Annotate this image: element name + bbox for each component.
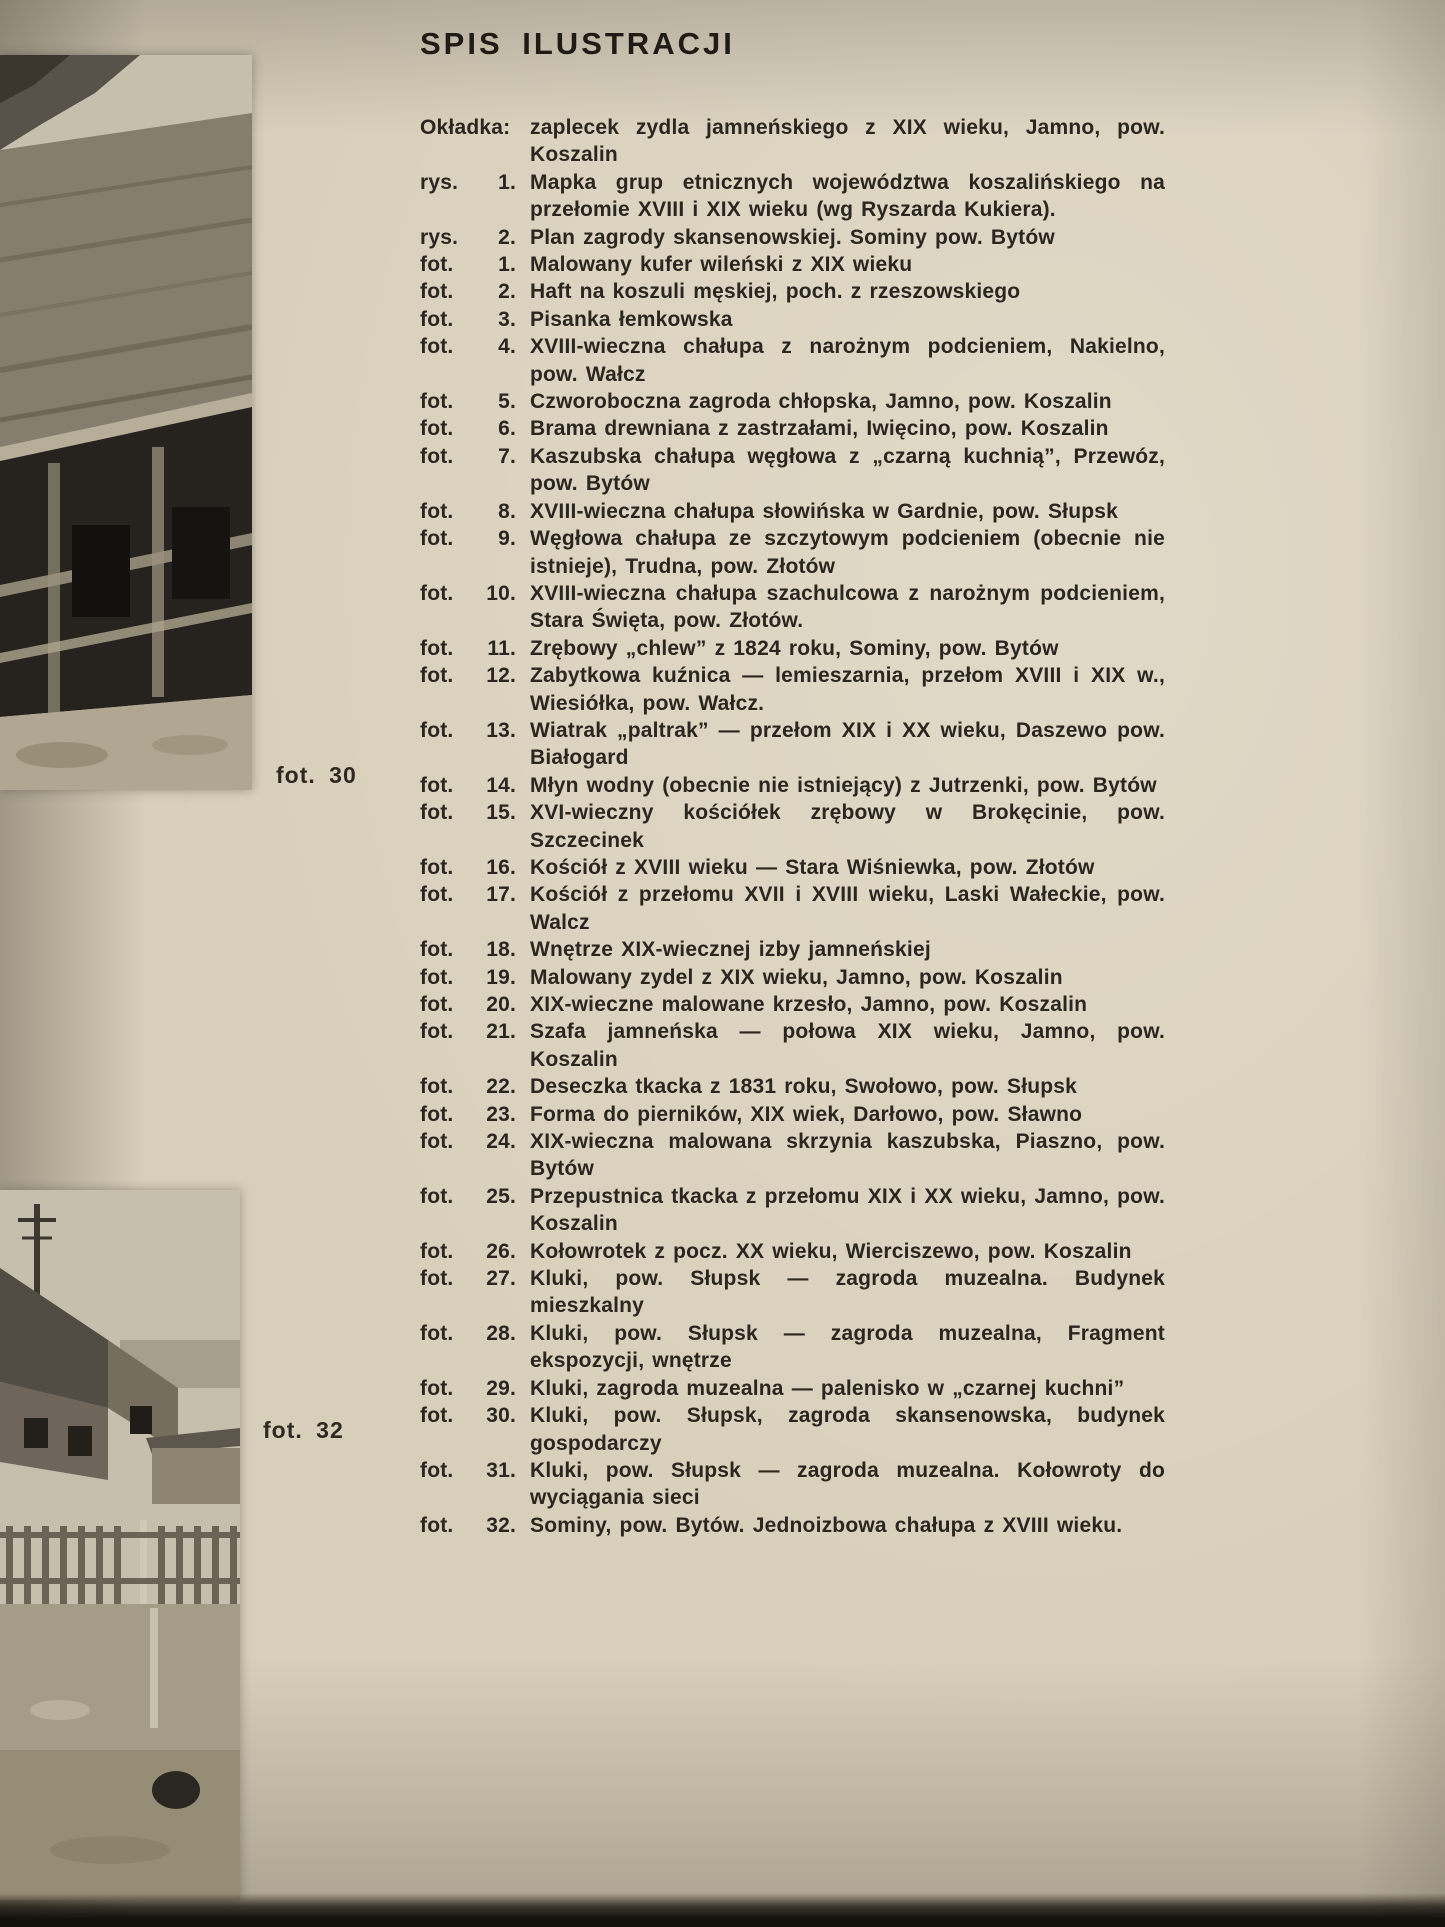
illustration-entry	[420, 635, 1165, 662]
illustration-entry	[420, 498, 1165, 525]
entry-label	[420, 1018, 516, 1073]
entry-label	[420, 717, 516, 772]
photo-village-scene	[0, 1190, 240, 1900]
entry-label-prefix: fot.	[420, 280, 454, 304]
entry-label	[420, 1183, 516, 1238]
illustration-entry	[420, 251, 1165, 278]
entry-label-number: 28.	[486, 1321, 516, 1345]
illustration-entry	[420, 169, 1165, 224]
illustration-entry	[420, 333, 1165, 388]
entry-label	[420, 854, 516, 881]
entry-label-prefix: fot.	[420, 636, 454, 660]
entry-label	[420, 388, 516, 415]
entry-label-number: 5.	[498, 390, 516, 414]
entry-label-number: 10.	[486, 581, 516, 605]
entry-label	[420, 936, 516, 963]
photo-thatched-cottage	[0, 55, 252, 790]
entry-text: Młyn wodny (obecnie nie istniejący) z Jutrzenki, pow. Bytów	[530, 773, 1157, 797]
entry-text: XVIII-wieczna chałupa szachulcowa z narożnym podcieniem, Stara Święta, pow. Złotów.	[530, 581, 1165, 633]
illustration-entry	[420, 964, 1165, 991]
entry-label-number: 25.	[486, 1184, 516, 1208]
entry-label-number: 3.	[498, 307, 516, 331]
illustration-entry	[420, 1402, 1165, 1457]
illustration-entry	[420, 1018, 1165, 1073]
entry-text: Czworoboczna zagroda chłopska, Jamno, pow. Koszalin	[530, 390, 1112, 414]
entry-label-prefix: fot.	[420, 1267, 454, 1291]
entry-label-number: 15.	[486, 801, 516, 825]
entry-label	[420, 114, 516, 169]
entry-label	[420, 251, 516, 278]
illustration-entry	[420, 580, 1165, 635]
entry-label	[420, 415, 516, 442]
entry-text: Deseczka tkacka z 1831 roku, Swołowo, pow. Słupsk	[530, 1075, 1078, 1099]
entry-text: Haft na koszuli męskiej, poch. z rzeszowskiego	[530, 280, 1021, 304]
entry-text: Zrębowy „chlew” z 1824 roku, Sominy, pow. Bytów	[530, 636, 1059, 660]
entry-text: Kluki, pow. Słupsk — zagroda muzealna, Fragment ekspozycji, wnętrze	[530, 1321, 1165, 1373]
entry-label-prefix: fot.	[420, 1102, 454, 1126]
entry-label-number: 9.	[498, 527, 516, 551]
entry-text: Przepustnica tkacka z przełomu XIX i XX wieku, Jamno, pow. Koszalin	[530, 1184, 1165, 1236]
entry-label-number: 32.	[486, 1513, 516, 1537]
entry-label-prefix: fot.	[420, 801, 454, 825]
entry-label-number: 23.	[486, 1102, 516, 1126]
entry-label-number: 20.	[486, 993, 516, 1016]
entry-text: Malowany zydel z XIX wieku, Jamno, pow. Koszalin	[530, 965, 1063, 989]
photo-caption-fot-30: fot. 30	[276, 762, 357, 788]
illustration-entry	[420, 1183, 1165, 1238]
entry-text: Plan zagrody skansenowskiej. Sominy pow. Bytów	[530, 225, 1055, 249]
illustration-entry	[420, 443, 1165, 498]
entry-label-number: 19.	[486, 965, 516, 989]
entry-label-number: 27.	[486, 1267, 516, 1291]
entry-label-number: 22.	[486, 1075, 516, 1099]
illustration-entry	[420, 662, 1165, 717]
entry-label-prefix: fot.	[420, 1321, 454, 1345]
entry-label-prefix: fot.	[420, 527, 454, 551]
entry-text: Kościół z XVIII wieku — Stara Wiśniewka, pow. Złotów	[530, 855, 1095, 879]
entry-label-prefix: fot.	[420, 855, 454, 879]
entry-label-number: 1.	[498, 253, 516, 277]
entry-label-number: 17.	[486, 883, 516, 907]
entry-label-prefix: Okładka:	[420, 116, 511, 139]
entry-label-number: 13.	[486, 718, 516, 742]
text-column	[420, 26, 1165, 1539]
entry-text: XVIII-wieczna chałupa z narożnym podcieniem, Nakielno, pow. Wałcz	[530, 335, 1165, 386]
entry-label	[420, 278, 516, 305]
entry-text: Kluki, zagroda muzealna — palenisko w „czarnej kuchni”	[530, 1376, 1125, 1400]
entry-label	[420, 799, 516, 854]
entry-label	[420, 1128, 516, 1183]
entry-label-prefix: fot.	[420, 417, 454, 441]
entry-label-prefix: fot.	[420, 581, 454, 605]
entry-label-prefix: rys.	[420, 225, 459, 249]
entry-label	[420, 1073, 516, 1100]
entry-label-prefix: fot.	[420, 390, 454, 414]
entry-label-prefix: fot.	[420, 965, 454, 989]
entry-label-prefix: fot.	[420, 883, 454, 907]
entry-label-number: 16.	[486, 855, 516, 879]
entry-label-prefix: fot.	[420, 1075, 454, 1099]
entry-text: XIX-wieczna malowana skrzynia kaszubska, Piaszno, pow. Bytów	[530, 1130, 1165, 1181]
entry-text: XVIII-wieczna chałupa słowińska w Gardnie, pow. Słupsk	[530, 499, 1119, 523]
entry-label	[420, 443, 516, 498]
entry-text: Kluki, pow. Słupsk — zagroda muzealna. Budynek mieszkalny	[530, 1267, 1165, 1318]
entry-text: Wnętrze XIX-wiecznej izby jamneńskiej	[530, 938, 931, 962]
illustration-entry	[420, 388, 1165, 415]
entry-label-prefix: fot.	[420, 1458, 454, 1482]
entry-text: Kołowrotek z pocz. XX wieku, Wierciszewo, pow. Koszalin	[530, 1239, 1132, 1263]
entry-label	[420, 1402, 516, 1457]
entry-label	[420, 1265, 516, 1320]
entry-label	[420, 1375, 516, 1402]
illustration-entry	[420, 525, 1165, 580]
page-bottom-shadow	[0, 1893, 1445, 1927]
entry-label-number: 26.	[486, 1239, 516, 1263]
entry-text: XIX-wieczne malowane krzesło, Jamno, pow. Koszalin	[530, 993, 1088, 1016]
illustration-entry	[420, 224, 1165, 251]
entry-label-prefix: fot.	[420, 1404, 454, 1428]
entry-text: Kościół z przełomu XVII i XVIII wieku, Laski Wałeckie, pow. Walcz	[530, 883, 1165, 934]
illustration-entry	[420, 717, 1165, 772]
entry-label	[420, 1101, 516, 1128]
entry-text: XVI-wieczny kościółek zrębowy w Brokęcinie, pow. Szczecinek	[530, 801, 1165, 852]
entry-text: zaplecek zydla jamneńskiego z XIX wieku, Jamno, pow. Koszalin	[530, 116, 1165, 167]
entry-text: Sominy, pow. Bytów. Jednoizbowa chałupa z XVIII wieku.	[530, 1513, 1123, 1537]
page-title: SPIS ILUSTRACJI	[420, 26, 735, 61]
entry-label	[420, 333, 516, 388]
entry-label-prefix: fot.	[420, 1020, 454, 1044]
entry-label	[420, 306, 516, 333]
illustration-entry	[420, 114, 1165, 169]
illustration-entry	[420, 1128, 1165, 1183]
illustration-list	[420, 114, 1165, 1539]
entry-label	[420, 881, 516, 936]
entry-text: Węgłowa chałupa ze szczytowym podcieniem (obecnie nie istnieje), Trudna, pow. Złotów	[530, 527, 1165, 578]
illustration-entry	[420, 1512, 1165, 1539]
entry-label	[420, 662, 516, 717]
entry-label-number: 18.	[486, 938, 516, 962]
entry-text: Malowany kufer wileński z XIX wieku	[530, 253, 913, 277]
entry-text: Kaszubska chałupa węgłowa z „czarną kuchnią”, Przewóz, pow. Bytów	[530, 444, 1165, 496]
entry-text: Pisanka łemkowska	[530, 307, 733, 331]
entry-label-number: 6.	[498, 417, 516, 441]
entry-text: Kluki, pow. Słupsk, zagroda skansenowska, budynek gospodarczy	[530, 1404, 1165, 1455]
entry-label-prefix: fot.	[420, 444, 454, 468]
photo-caption-fot-32: fot. 32	[263, 1417, 344, 1443]
entry-label-number: 21.	[486, 1020, 516, 1044]
illustration-entry	[420, 936, 1165, 963]
illustration-entry	[420, 1320, 1165, 1375]
entry-label-number: 31.	[486, 1458, 516, 1482]
entry-text: Kluki, pow. Słupsk — zagroda muzealna. Kołowroty do wyciągania sieci	[530, 1458, 1165, 1510]
illustration-entry	[420, 1375, 1165, 1402]
entry-label-prefix: fot.	[420, 1184, 454, 1208]
illustration-entry	[420, 881, 1165, 936]
entry-label	[420, 1320, 516, 1375]
entry-label	[420, 224, 516, 251]
illustration-entry	[420, 278, 1165, 305]
entry-label-prefix: fot.	[420, 1130, 454, 1154]
entry-label-prefix: rys.	[420, 170, 459, 194]
entry-label	[420, 635, 516, 662]
entry-label-prefix: fot.	[420, 335, 454, 359]
entry-text: Forma do pierników, XIX wiek, Darłowo, pow. Sławno	[530, 1102, 1083, 1126]
entry-label-number: 2.	[498, 280, 516, 304]
entry-label-prefix: fot.	[420, 307, 454, 331]
entry-label	[420, 498, 516, 525]
illustration-entry	[420, 991, 1165, 1018]
illustration-entry	[420, 772, 1165, 799]
entry-text: Brama drewniana z zastrzałami, Iwięcino, pow. Koszalin	[530, 417, 1109, 441]
entry-label-number: 30.	[486, 1404, 516, 1428]
entry-text: Zabytkowa kuźnica — lemieszarnia, przełom XVIII i XIX w., Wiesiółka, pow. Wałcz.	[530, 664, 1165, 715]
entry-label-number: 24.	[486, 1130, 516, 1154]
entry-label-prefix: fot.	[420, 938, 454, 962]
entry-text: Wiatrak „paltrak” — przełom XIX i XX wieku, Daszewo pow. Białogard	[530, 718, 1165, 770]
entry-label-number: 4.	[498, 335, 516, 359]
entry-label-prefix: fot.	[420, 664, 454, 688]
entry-label-number: 14.	[486, 773, 516, 797]
entry-label-number: 1.	[498, 170, 516, 194]
entry-label	[420, 991, 516, 1018]
entry-label-prefix: fot.	[420, 993, 454, 1016]
entry-label	[420, 1512, 516, 1539]
illustration-entry	[420, 306, 1165, 333]
illustration-entry	[420, 1101, 1165, 1128]
illustration-entry	[420, 1073, 1165, 1100]
illustration-entry	[420, 1457, 1165, 1512]
entry-label	[420, 169, 516, 224]
entry-label-number: 7.	[498, 444, 516, 468]
entry-label-number: 11.	[487, 636, 516, 660]
entry-label	[420, 772, 516, 799]
entry-label-prefix: fot.	[420, 1513, 454, 1537]
entry-label	[420, 1457, 516, 1512]
entry-label-number: 8.	[498, 499, 516, 523]
entry-label-prefix: fot.	[420, 253, 454, 277]
illustration-entry	[420, 1265, 1165, 1320]
entry-label-number: 12.	[486, 664, 516, 688]
entry-label-number: 2.	[498, 225, 516, 249]
illustration-entry	[420, 854, 1165, 881]
entry-label-prefix: fot.	[420, 1239, 454, 1263]
entry-label	[420, 525, 516, 580]
entry-text: Mapka grup etnicznych województwa koszalińskiego na przełomie XVIII i XIX wieku (wg Ryszarda Kukiera).	[530, 170, 1165, 222]
entry-label	[420, 964, 516, 991]
entry-label-number: 29.	[486, 1376, 516, 1400]
illustration-entry	[420, 799, 1165, 854]
illustration-entry	[420, 1238, 1165, 1265]
illustration-entry	[420, 415, 1165, 442]
entry-text: Szafa jamneńska — połowa XIX wieku, Jamno, pow. Koszalin	[530, 1020, 1165, 1071]
entry-label-prefix: fot.	[420, 499, 454, 523]
entry-label-prefix: fot.	[420, 718, 454, 742]
entry-label	[420, 1238, 516, 1265]
entry-label	[420, 580, 516, 635]
entry-label-prefix: fot.	[420, 1376, 454, 1400]
entry-label-prefix: fot.	[420, 773, 454, 797]
